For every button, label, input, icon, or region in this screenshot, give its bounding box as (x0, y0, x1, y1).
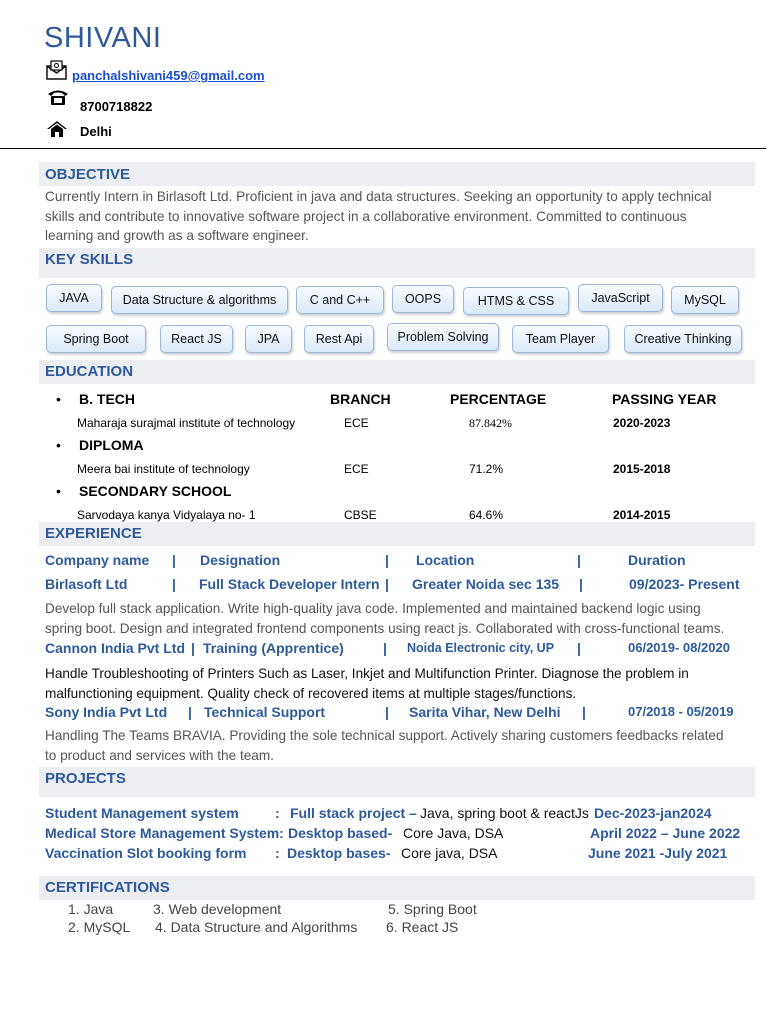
skill-chip: JavaScript (578, 284, 663, 312)
branch-value: ECE (344, 462, 369, 476)
job-designation: Technical Support (204, 704, 326, 720)
objective-line: skills and contribute to innovative software project in a collaborative environment. Committed to continuous (45, 208, 687, 224)
skill-chip: Team Player (512, 325, 609, 353)
job-designation: Full Stack Developer Intern (199, 576, 380, 592)
project-type: Desktop bases- (287, 845, 391, 861)
job-location: Noida Electronic city, UP (407, 641, 555, 655)
email-icon (46, 60, 68, 85)
location-text: Delhi (80, 124, 112, 139)
skill-chip: Problem Solving (387, 323, 499, 351)
project-tech: Core Java, DSA (403, 825, 504, 841)
projects-title: PROJECTS (45, 770, 126, 787)
job-designation: Training (Apprentice) (203, 640, 344, 656)
institute-name: Maharaja surajmal institute of technology (77, 416, 296, 430)
certification-item: 4. Data Structure and Algorithms (155, 919, 358, 935)
home-icon (46, 120, 68, 143)
phone-icon (46, 88, 70, 111)
job-description (45, 599, 741, 638)
candidate-name: SHIVANI (44, 22, 162, 54)
project-date: June 2021 -July 2021 (588, 845, 728, 861)
branch-value: ECE (344, 416, 369, 430)
project-name: Student Management system (45, 805, 239, 821)
certifications-title: CERTIFICATIONS (45, 879, 170, 896)
skill-chip: Creative Thinking (624, 325, 742, 353)
exp-header-location: Location (416, 552, 475, 568)
separator: | (577, 552, 581, 568)
project-type: Desktop based- (288, 825, 393, 841)
skill-chip: Data Structure & algorithms (111, 286, 288, 314)
job-description (45, 664, 741, 703)
skill-chip: JPA (245, 325, 292, 353)
project-name: Medical Store Management System: (45, 825, 284, 841)
job-duration: 07/2018 - 05/2019 (628, 704, 734, 719)
job-duration: 09/2023- Present (629, 576, 740, 592)
education-title: EDUCATION (45, 363, 134, 380)
bullet: • (56, 437, 61, 453)
separator: | (188, 704, 192, 720)
exp-header-designation: Designation (200, 552, 281, 568)
certification-item: 1. Java (68, 901, 114, 917)
objective-text (45, 187, 741, 246)
separator: | (385, 704, 389, 720)
degree-name: SECONDARY SCHOOL (79, 483, 232, 499)
project-date: April 2022 – June 2022 (590, 825, 741, 841)
job-location: Greater Noida sec 135 (412, 576, 560, 592)
column-header-percentage: PERCENTAGE (450, 391, 547, 407)
bullet: • (56, 483, 61, 499)
percentage-value: 64.6% (469, 508, 504, 522)
certification-item: 6. React JS (386, 919, 459, 935)
job-description-line: to product and services with the team. (45, 747, 274, 763)
separator: | (172, 576, 176, 592)
job-description-line: Develop full stack application. Write high-quality java code. Implemented and maintained backend logic using (45, 601, 701, 616)
projects-band (39, 767, 755, 797)
percentage-value: 87.842% (469, 416, 512, 430)
job-description-line: Handle Troubleshooting of Printers Such as Laser, Inkjet and Multifunction Printer. Diagnose the problem in (45, 666, 689, 681)
skill-chip: React JS (160, 325, 233, 353)
job-location: Sarita Vihar, New Delhi (409, 704, 561, 720)
phone-number: 8700718822 (80, 99, 153, 114)
project-name: Vaccination Slot booking form (45, 845, 247, 861)
skills-title: KEY SKILLS (45, 251, 134, 268)
certification-item: 5. Spring Boot (388, 901, 477, 917)
year-value: 2015-2018 (613, 462, 671, 476)
skill-chip: HTMS & CSS (463, 287, 569, 315)
year-value: 2020-2023 (613, 416, 671, 430)
job-duration: 06/2019- 08/2020 (628, 640, 730, 655)
institute-name: Meera bai institute of technology (77, 462, 250, 476)
skills-band (39, 248, 755, 278)
separator: | (582, 704, 586, 720)
separator: | (385, 552, 389, 568)
education-band (39, 360, 755, 384)
job-description-line: Handling The Teams BRAVIA. Providing the sole technical support. Actively sharing customers feedbacks related (45, 728, 724, 743)
experience-title: EXPERIENCE (45, 525, 142, 542)
job-company: Cannon India Pvt Ltd (45, 640, 185, 656)
skill-chip: OOPS (392, 285, 454, 313)
exp-header-duration: Duration (628, 552, 686, 568)
job-company: Sony India Pvt Ltd (45, 704, 168, 720)
branch-value: CBSE (344, 508, 377, 522)
header-divider (0, 148, 766, 149)
skill-chip: Rest Api (304, 325, 374, 353)
project-tech: Core java, DSA (401, 845, 498, 861)
percentage-value: 71.2% (469, 462, 504, 476)
separator-colon: : (275, 845, 280, 861)
job-description (45, 726, 741, 765)
project-tech: Java, spring boot & reactJs (420, 805, 589, 821)
job-company: Birlasoft Ltd (45, 576, 128, 592)
exp-header-company: Company name (45, 552, 150, 568)
objective-line: Currently Intern in Birlasoft Ltd. Proficient in java and data structures. Seeking an opportunity to apply technical (45, 189, 712, 204)
skill-chip: C and C++ (296, 286, 384, 314)
year-value: 2014-2015 (613, 508, 671, 522)
certification-item: 2. MySQL (68, 919, 131, 935)
skill-chip: Spring Boot (46, 325, 146, 353)
job-description-line: malfunctioning equipment. Quality check of recovered items at multiple stages/functions. (45, 685, 577, 701)
job-description-line: spring boot. Design and integrated frontend components using react js. Collaborated with cross-functional teams. (45, 620, 725, 636)
separator: | (191, 640, 195, 656)
objective-line: learning and growth as a software engineer. (45, 228, 309, 243)
separator: | (577, 640, 581, 656)
column-header-branch: BRANCH (330, 391, 391, 407)
separator: | (385, 576, 389, 592)
separator: | (172, 552, 176, 568)
skill-chip: JAVA (46, 284, 102, 312)
separator: | (383, 640, 387, 656)
project-date: Dec-2023-jan2024 (594, 805, 712, 821)
separator-colon: : (275, 805, 280, 821)
skill-chip: MySQL (671, 286, 739, 314)
degree-name: DIPLOMA (79, 437, 144, 453)
institute-name: Sarvodaya kanya Vidyalaya no- 1 (77, 508, 256, 522)
degree-name: B. TECH (79, 391, 135, 407)
experience-band (39, 522, 755, 546)
email-link[interactable]: panchalshivani459@gmail.com (72, 68, 265, 83)
certification-item: 3. Web development (153, 901, 282, 917)
objective-title: OBJECTIVE (45, 166, 131, 183)
column-header-year: PASSING YEAR (612, 391, 717, 407)
objective-band (39, 162, 755, 186)
separator: | (579, 576, 583, 592)
bullet: • (56, 391, 61, 407)
project-type: Full stack project – (290, 805, 417, 821)
